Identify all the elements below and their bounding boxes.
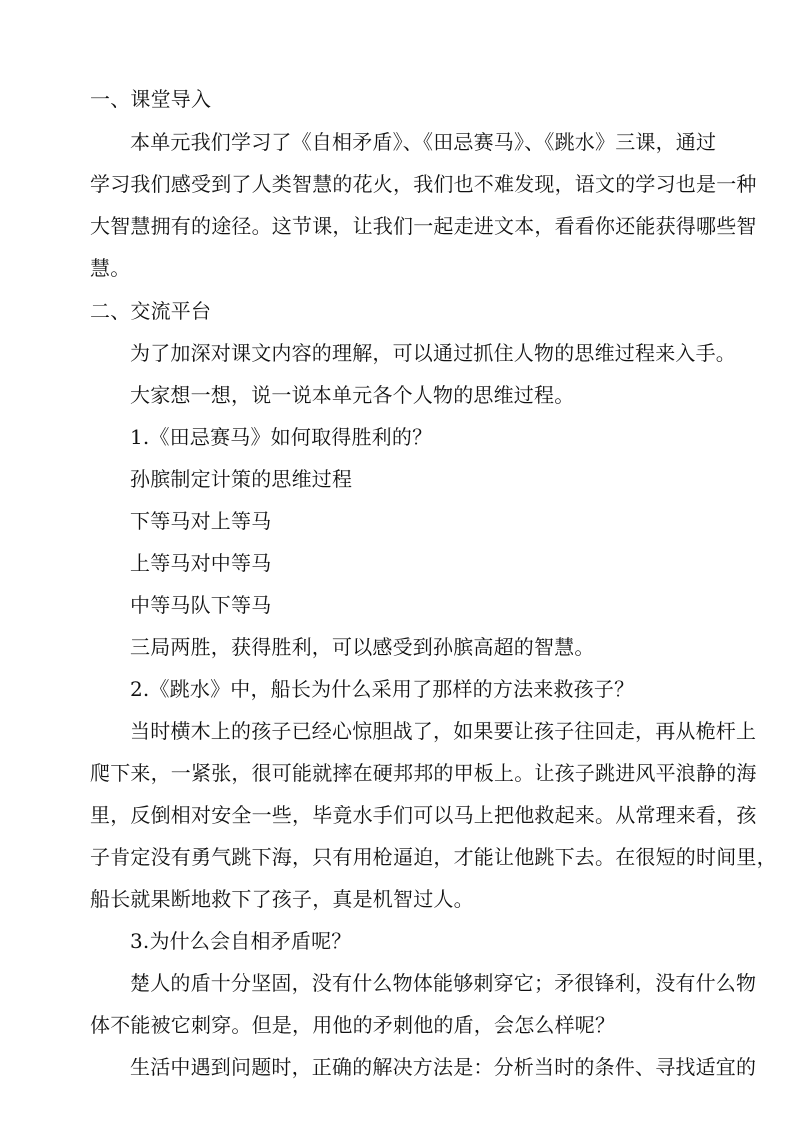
paragraph-line: 体不能被它刺穿。但是，用他的矛刺他的盾，会怎么样呢？: [90, 1013, 616, 1037]
paragraph-line: 孙膑制定计策的思维过程: [130, 467, 353, 491]
paragraph-line: 上等马对中等马: [130, 551, 272, 575]
paragraph-line: 船长就果断地救下了孩子，真是机智过人。: [90, 887, 474, 911]
paragraph-line: 大智慧拥有的途径。这节课，让我们一起走进文本，看看你还能获得哪些智: [90, 214, 757, 238]
paragraph-line: 子肯定没有勇气跳下海，只有用枪逼迫，才能让他跳下去。在很短的时间里，: [90, 845, 777, 869]
section-heading-intro: 一、课堂导入: [90, 87, 212, 111]
paragraph-line: 爬下来，一紧张，很可能就摔在硬邦邦的甲板上。让孩子跳进风平浪静的海: [90, 761, 757, 785]
paragraph-line: 生活中遇到问题时，正确的解决方法是：分析当时的条件、寻找适宜的: [130, 1055, 757, 1079]
section-heading-platform: 二、交流平台: [90, 299, 212, 323]
paragraph-line: 当时横木上的孩子已经心惊胆战了，如果要让孩子往回走，再从桅杆上: [130, 719, 757, 743]
paragraph-line: 学习我们感受到了人类智慧的花火，我们也不难发现，语文的学习也是一种: [90, 172, 757, 196]
paragraph-line: 中等马队下等马: [130, 593, 272, 617]
question-heading: 2.《跳水》中，船长为什么采用了那样的方法来救孩子？: [130, 677, 635, 701]
paragraph-line: 慧。: [90, 256, 131, 280]
paragraph-line: 为了加深对课文内容的理解，可以通过抓住人物的思维过程来入手。: [130, 341, 736, 365]
paragraph-line: 里，反倒相对安全一些，毕竟水手们可以马上把他救起来。从常理来看，孩: [90, 803, 757, 827]
paragraph-line: 楚人的盾十分坚固，没有什么物体能够刺穿它；矛很锋利，没有什么物: [130, 971, 757, 995]
paragraph-line: 本单元我们学习了《自相矛盾》、《田忌赛马》、《跳水》三课，通过: [130, 130, 717, 154]
question-heading: 1.《田忌赛马》如何取得胜利的？: [130, 425, 433, 449]
paragraph-line: 三局两胜，获得胜利，可以感受到孙膑高超的智慧。: [130, 635, 595, 659]
paragraph-line: 大家想一想，说一说本单元各个人物的思维过程。: [130, 383, 575, 407]
paragraph-line: 下等马对上等马: [130, 509, 272, 533]
question-heading: 3.为什么会自相矛盾呢？: [130, 929, 352, 953]
